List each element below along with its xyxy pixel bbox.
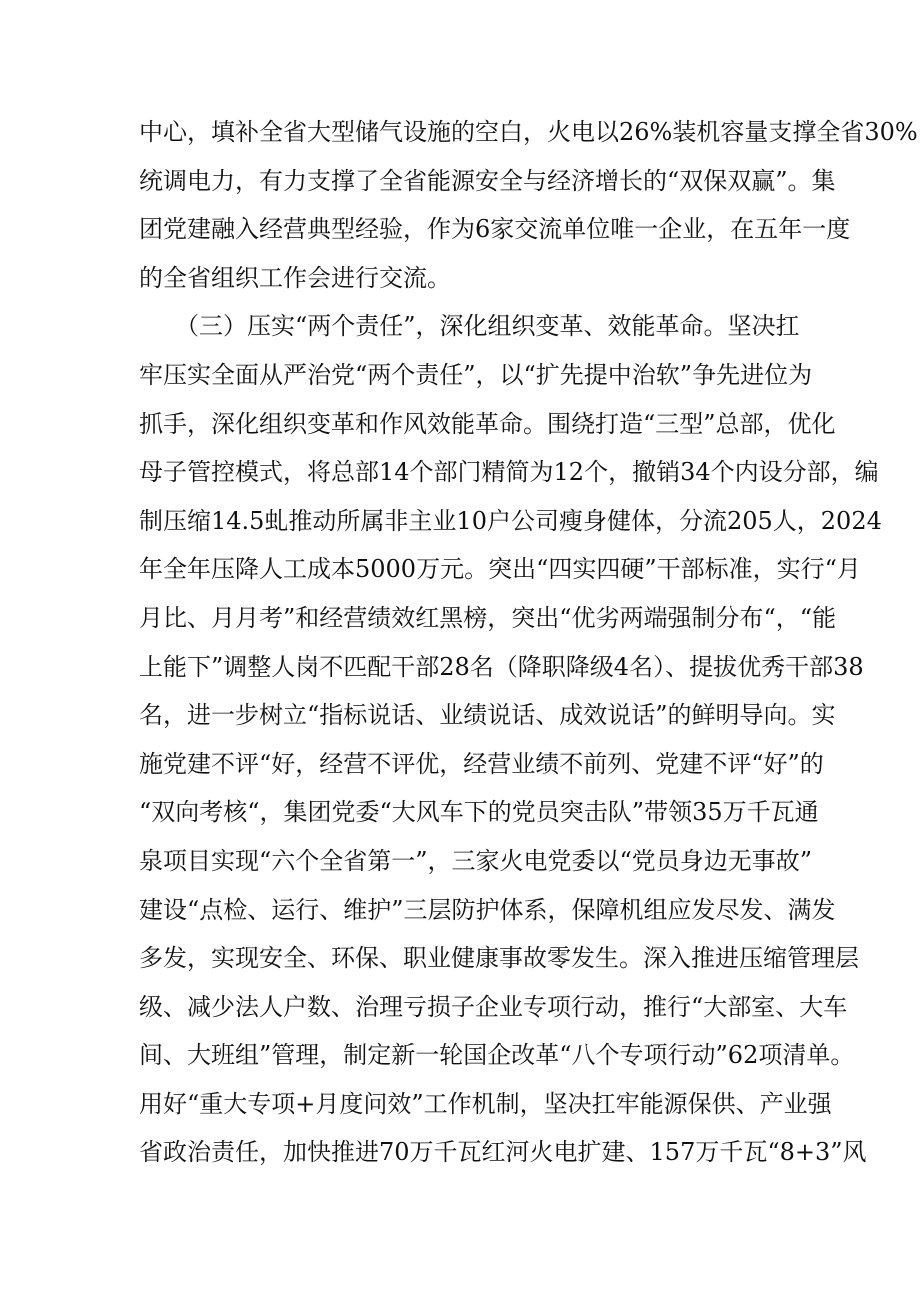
text-line-15: “双向考核“，集团党委“大风车下的党员突击队”带领35万千瓦通 (139, 798, 819, 827)
text-line-14: 施党建不评“好，经营不评优，经营业绩不前列、党建不评“好”的 (139, 749, 824, 778)
text-line-11: 月比、月月考”和经营绩效红黑榜，突出“优劣两端强制分布“，“能 (139, 603, 837, 632)
text-line-20: 间、大班组”管理，制定新一轮国企改革“八个专项行动”62项清单。 (139, 1041, 855, 1070)
text-line-22: 省政治责任，加快推进70万千瓦红河火电扩建、157万千瓦“8+3”风 (139, 1138, 867, 1167)
text-line-13: 名，进一步树立“指标说话、业绩说话、成效说话”的鲜明导向。实 (139, 701, 836, 730)
text-line-8: 母子管控模式，将总部14个部门精简为12个，撤销34个内设分部，编 (139, 458, 879, 487)
text-line-21: 用好“重大专项+月度问效”工作机制，坚决扛牢能源保供、产业强 (139, 1089, 832, 1118)
text-line-4: 的全省组织工作会进行交流。 (139, 263, 451, 292)
text-line-3: 团党建融入经营典型经验，作为6家交流单位唯一企业，在五年一度 (139, 215, 851, 244)
text-line-12: 上能下”调整人岗不匹配干部28名（降职降级4名）、提拔优秀干部38 (139, 652, 864, 681)
text-line-18: 多发，实现安全、环保、职业健康事故零发生。深入推进压缩管理层 (139, 944, 859, 973)
section-heading-line: （三）压实“两个责任”，深化组织变革、效能革命。坚决扛 (139, 312, 800, 341)
text-line-1: 中心，填补全省大型储气设施的空白，火电以26%装机容量支撑全省30% (139, 118, 918, 146)
text-line-7: 抓手，深化组织变革和作风效能革命。围绕打造“三型”总部，优化 (139, 409, 836, 438)
text-line-2: 统调电力，有力支撑了全省能源安全与经济增长的“双保双赢”。集 (139, 166, 836, 195)
text-line-6: 牢压实全面从严治党“两个责任”，以“扩先提中治软”争先进位为 (139, 360, 813, 389)
text-line-16: 泉项目实现“六个全省第一”，三家火电党委以“党员身边无事故” (139, 846, 813, 875)
text-line-17: 建设“点检、运行、维护”三层防护体系，保障机组应发尽发、满发 (139, 895, 836, 924)
body-text (139, 108, 918, 1177)
text-line-10: 年全年压降人工成本5000万元。突出“四实四硬”干部标准，实行“月 (139, 555, 861, 584)
text-line-19: 级、减少法人户数、治理亏损子企业专项行动，推行“大部室、大车 (139, 992, 848, 1021)
text-line-9: 制压缩14.5虬推动所属非主业10户公司瘦身健体，分流205人，2024 (139, 506, 882, 535)
